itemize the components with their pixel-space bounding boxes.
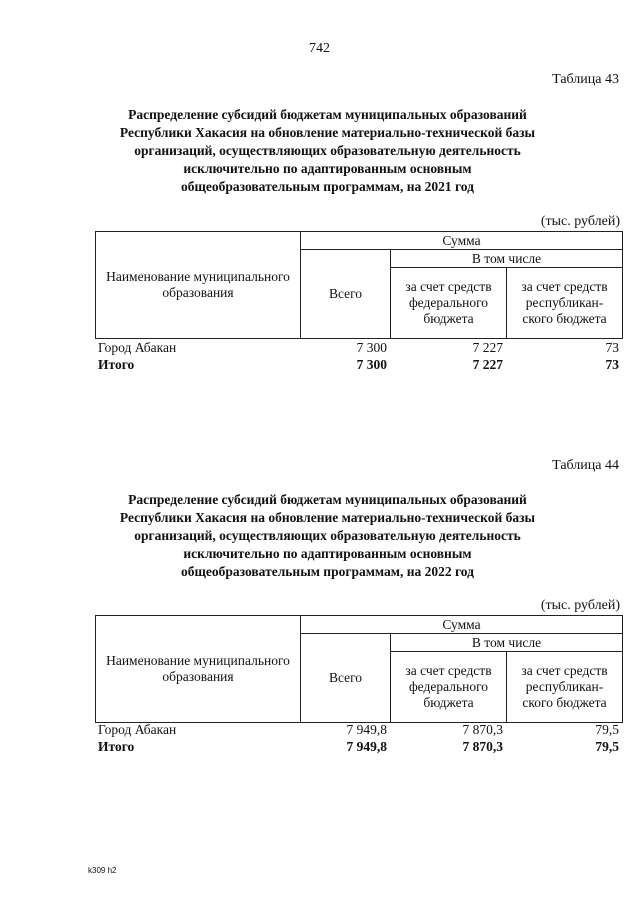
row-name: Итого <box>98 357 135 372</box>
table-43-label: Таблица 43 <box>552 72 619 87</box>
row-federal: 7 227 <box>472 340 503 355</box>
row-republican: 73 <box>605 340 619 355</box>
title-line: исключительно по адаптированным основным <box>183 161 472 176</box>
header-republican: за счет средств республикан-ского бюджета <box>507 652 623 723</box>
table-43-title <box>80 106 575 196</box>
header-federal: за счет средств федерального бюджета <box>391 652 507 723</box>
row-name: Итого <box>98 739 135 754</box>
table-row-total <box>95 738 622 755</box>
page-number: 742 <box>309 41 330 56</box>
header-federal: за счет средств федерального бюджета <box>391 268 507 339</box>
row-republican: 73 <box>605 357 619 372</box>
title-line: Распределение субсидий бюджетам муниципальных образований <box>128 107 527 122</box>
table-44-title <box>80 491 575 581</box>
title-line: Распределение субсидий бюджетам муниципальных образований <box>128 492 527 507</box>
table-row-total <box>95 356 622 373</box>
header-total: Всего <box>301 250 391 339</box>
title-line: исключительно по адаптированным основным <box>183 546 472 561</box>
title-line: общеобразовательным программам, на 2022 год <box>180 564 474 579</box>
table-43-body <box>95 339 622 373</box>
row-name: Город Абакан <box>98 722 177 737</box>
row-federal: 7 227 <box>472 357 503 372</box>
table-row <box>95 339 622 356</box>
header-republican: за счет средств республикан-ского бюджета <box>507 268 623 339</box>
table-44-body <box>95 721 622 755</box>
row-federal: 7 870,3 <box>462 739 503 754</box>
title-line: Республики Хакасия на обновление материально-технической базы <box>119 125 536 140</box>
header-total: Всего <box>301 634 391 723</box>
row-republican: 79,5 <box>595 722 619 737</box>
row-total: 7 300 <box>356 340 387 355</box>
row-name: Город Абакан <box>98 340 177 355</box>
header-name: Наименование муниципального образования <box>96 616 301 723</box>
table-43-units: (тыс. рублей) <box>540 214 620 229</box>
title-line: общеобразовательным программам, на 2021 год <box>180 179 474 194</box>
title-line: Республики Хакасия на обновление материально-технической базы <box>119 510 536 525</box>
table-44-header <box>95 615 623 723</box>
table-43-header <box>95 231 623 339</box>
table-44-label: Таблица 44 <box>552 458 619 473</box>
row-federal: 7 870,3 <box>462 722 503 737</box>
footer-code: k309 h2 <box>88 866 117 875</box>
row-total: 7 300 <box>356 357 387 372</box>
row-total: 7 949,8 <box>346 722 387 737</box>
row-total: 7 949,8 <box>346 739 387 754</box>
header-sum: Сумма <box>301 616 623 634</box>
header-including: В том числе <box>391 634 623 652</box>
title-line: организаций, осуществляющих образовательную деятельность <box>134 143 521 158</box>
header-name: Наименование муниципального образования <box>96 232 301 339</box>
table-44-units: (тыс. рублей) <box>540 598 620 613</box>
title-line: организаций, осуществляющих образовательную деятельность <box>134 528 521 543</box>
table-row <box>95 721 622 738</box>
header-sum: Сумма <box>301 232 623 250</box>
row-republican: 79,5 <box>595 739 619 754</box>
header-including: В том числе <box>391 250 623 268</box>
